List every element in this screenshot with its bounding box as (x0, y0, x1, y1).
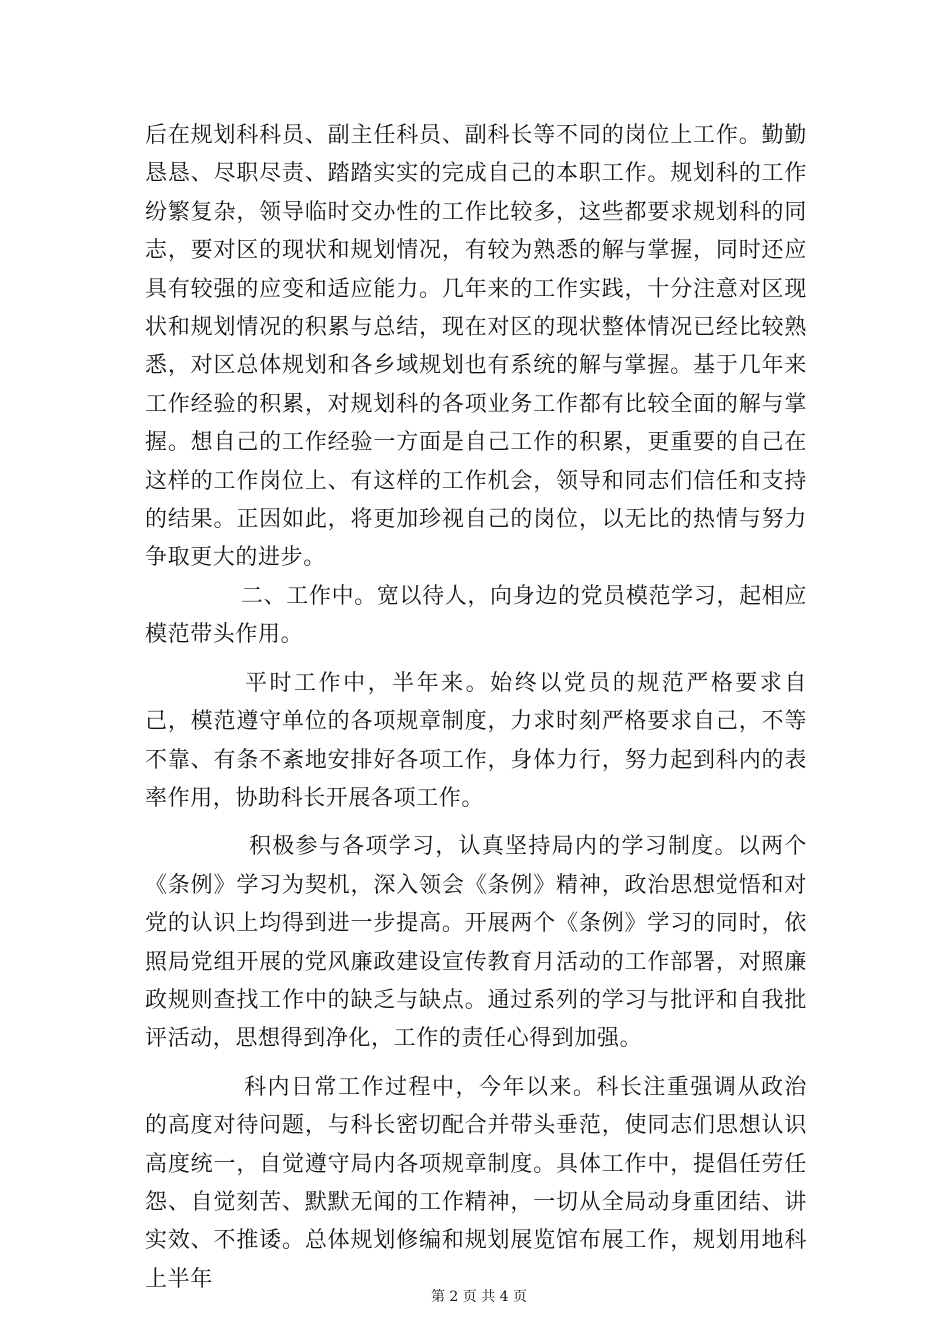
paragraph-office-work: 科内日常工作过程中，今年以来。科长注重强调从政治的高度对待问题，与科长密切配合并带头垂范，使同志们思想认识高度统一，自觉遵守局内各项规章制度。具体工作中，提倡任劳任怨、自觉刻苦、默默无闻的工作精神，一切从全局动身重团结、讲实效、不推诿。总体规划修编和规划展览馆布展工作，规划用地科上半年 (145, 1074, 807, 1292)
paragraph-daily-discipline: 平时工作中，半年来。始终以党员的规范严格要求自己，模范遵守单位的各项规章制度，力求时刻严格要求自己，不等不靠、有条不紊地安排好各项工作，身体力行，努力起到科内的表率作用，协助科长开展各项工作。 (145, 670, 807, 811)
paragraph-section-two-heading: 二、工作中。宽以待人，向身边的党员模范学习，起相应模范带头作用。 (145, 583, 807, 648)
document-body (145, 117, 807, 1299)
paragraph-study-activities: 积极参与各项学习，认真坚持局内的学习制度。以两个《条例》学习为契机，深入领会《条例》精神，政治思想觉悟和对党的认识上均得到进一步提高。开展两个《条例》学习的同时，依照局党组开展的党风廉政建设宣传教育月活动的工作部署，对照廉政规则查找工作中的缺乏与缺点。通过系列的学习与批评和自我批评活动，思想得到净化，工作的责任心得到加强。 (145, 834, 807, 1052)
paragraph-career-history: 后在规划科科员、副主任科员、副科长等不同的岗位上工作。勤勤恳恳、尽职尽责、踏踏实实的完成自己的本职工作。规划科的工作纷繁复杂，领导临时交办性的工作比较多，这些都要求规划科的同志，要对区的现状和规划情况，有较为熟悉的解与掌握，同时还应具有较强的应变和适应能力。几年来的工作实践，十分注意对区现状和规划情况的积累与总结，现在对区的现状整体情况已经比较熟悉，对区总体规划和各乡域规划也有系统的解与掌握。基于几年来工作经验的积累，对规划科的各项业务工作都有比较全面的解与掌握。想自己的工作经验一方面是自己工作的积累，更重要的自己在这样的工作岗位上、有这样的工作机会，领导和同志们信任和支持的结果。正因如此，将更加珍视自己的岗位，以无比的热情与努力争取更大的进步。 (145, 123, 807, 571)
page-number-footer: 第 2 页 共 4 页 (430, 1289, 528, 1305)
